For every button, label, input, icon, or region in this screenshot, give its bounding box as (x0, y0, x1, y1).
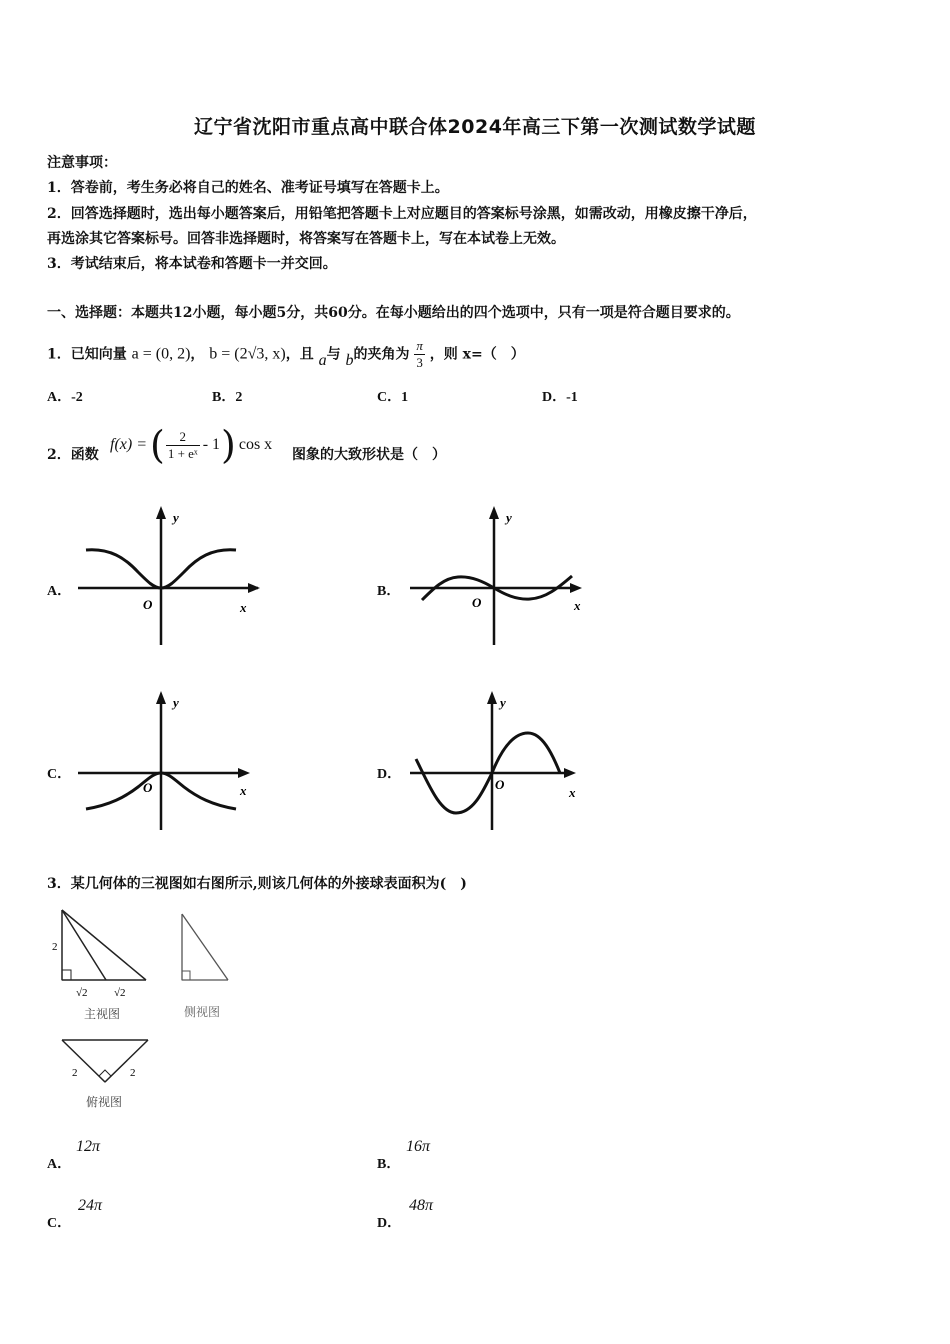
notice-item-2: 2．回答选择题时，选出每小题答案后，用铅笔把答题卡上对应题目的答案标号涂黑，如需改动，用橡皮擦干净后， (47, 206, 757, 222)
q1-b: b (345, 351, 354, 369)
question-1 (47, 338, 525, 371)
svg-text:俯视图: 俯视图 (86, 1095, 123, 1109)
svg-text:2: 2 (52, 941, 58, 953)
graph-c-origin-label: O (143, 780, 153, 795)
q3-option-c-label: C． (47, 1216, 72, 1231)
q2-formula: f(x) = ( $\frac{2}{\text{1 + eˣ}}$ - 1 ) cos x (110, 423, 273, 467)
q2-graph-d-label: D． (377, 767, 402, 782)
q1-mid: ，且 (285, 346, 314, 363)
q2-graph-a (70, 500, 270, 650)
svg-text:√2: √2 (114, 987, 126, 999)
q3-side-view (182, 914, 228, 1019)
q1-option-c: C．1 (377, 390, 409, 405)
q1-pi: π (416, 338, 423, 353)
question-3: 3．某几何体的三视图如右图所示,则该几何体的外接球表面积为( ) (47, 876, 467, 892)
q2-graph-b-label: B． (377, 584, 401, 599)
question-2-prefix: 2．函数 (47, 447, 99, 463)
q1-prefix: 1．已知向量 (47, 346, 127, 363)
q2-fx: f(x) = (110, 436, 147, 453)
q1-a: a (318, 351, 327, 369)
q3-option-d-value: 48π (409, 1197, 434, 1214)
graph-c-x-label: x (240, 783, 247, 798)
graph-d-origin-label: O (495, 777, 505, 792)
q3-option-b-label: B． (377, 1157, 401, 1172)
q2-fraction (166, 429, 200, 462)
graph-a-x-label: x (240, 600, 247, 615)
graph-a-origin-label: O (143, 597, 153, 612)
q3-option-a-value: 12π (76, 1138, 101, 1155)
notice-item-3: 3．考试结束后，将本试卷和答题卡一并交回。 (47, 256, 337, 272)
q2-graph-a-label: A． (47, 584, 72, 599)
q3-option-c-value: 24π (78, 1197, 103, 1214)
q1-three: 3 (416, 355, 423, 370)
q2-graph-d (402, 685, 602, 835)
section-heading: 一、选择题：本题共12小题，每小题5分，共60分。在每小题给出的四个选项中，只有一项是符合题目要求的。 (47, 305, 740, 321)
q1-option-b: B．2 (212, 390, 243, 405)
q1-sep: ， (190, 346, 205, 363)
q1-angle-text: 的夹角为 (353, 346, 410, 363)
q1-option-a: A．-2 (47, 390, 83, 405)
q3-top-view (62, 1040, 148, 1109)
graph-a-y-label: y (173, 510, 179, 525)
q1-yu: 与 (326, 346, 341, 363)
q3-option-a-label: A． (47, 1157, 72, 1172)
q2-numerator: 2 (166, 429, 200, 446)
q2-cos: cos x (238, 436, 273, 453)
graph-c-y-label: y (173, 695, 179, 710)
q3-three-views (44, 900, 254, 1120)
svg-text:√2: √2 (76, 987, 88, 999)
q2-graph-b (402, 500, 602, 650)
svg-text:侧视图: 侧视图 (184, 1005, 221, 1019)
notice-item-2-cont: 再选涂其它答案标号。回答非选择题时，将答案写在答题卡上，写在本试卷上无效。 (47, 231, 565, 247)
q1-vector-a: a = (0, 2) (131, 345, 191, 363)
q1-tail: ，则 x=（ ） (429, 346, 525, 363)
graph-b-origin-label: O (472, 595, 482, 610)
notice-heading: 注意事项： (47, 155, 117, 171)
q3-front-view (52, 910, 146, 1021)
q2-graph-c-label: C． (47, 767, 72, 782)
notice-item-1: 1．答卷前，考生务必将自己的姓名、准考证号填写在答题卡上。 (47, 180, 449, 196)
q2-graph-c (70, 685, 270, 835)
q3-option-d-label: D． (377, 1216, 402, 1231)
q1-option-d: D．-1 (542, 390, 578, 405)
question-2-tail: 图象的大致形状是（ ） (292, 447, 446, 463)
q2-minus-one: - 1 (202, 436, 221, 453)
q3-option-b-value: 16π (406, 1138, 431, 1155)
svg-text:2: 2 (72, 1067, 78, 1079)
graph-d-x-label: x (569, 785, 576, 800)
graph-d-y-label: y (500, 695, 506, 710)
page-title: 辽宁省沈阳市重点高中联合体2024年高三下第一次测试数学试题 (194, 116, 756, 138)
q1-angle-fraction (414, 338, 425, 371)
graph-b-y-label: y (506, 510, 512, 525)
svg-text:主视图: 主视图 (84, 1007, 121, 1021)
q1-vector-b: b = (2√3, x) (209, 345, 286, 363)
svg-text:2: 2 (130, 1067, 136, 1079)
graph-b-x-label: x (574, 598, 581, 613)
q2-denominator: 1 + eˣ (167, 445, 198, 461)
